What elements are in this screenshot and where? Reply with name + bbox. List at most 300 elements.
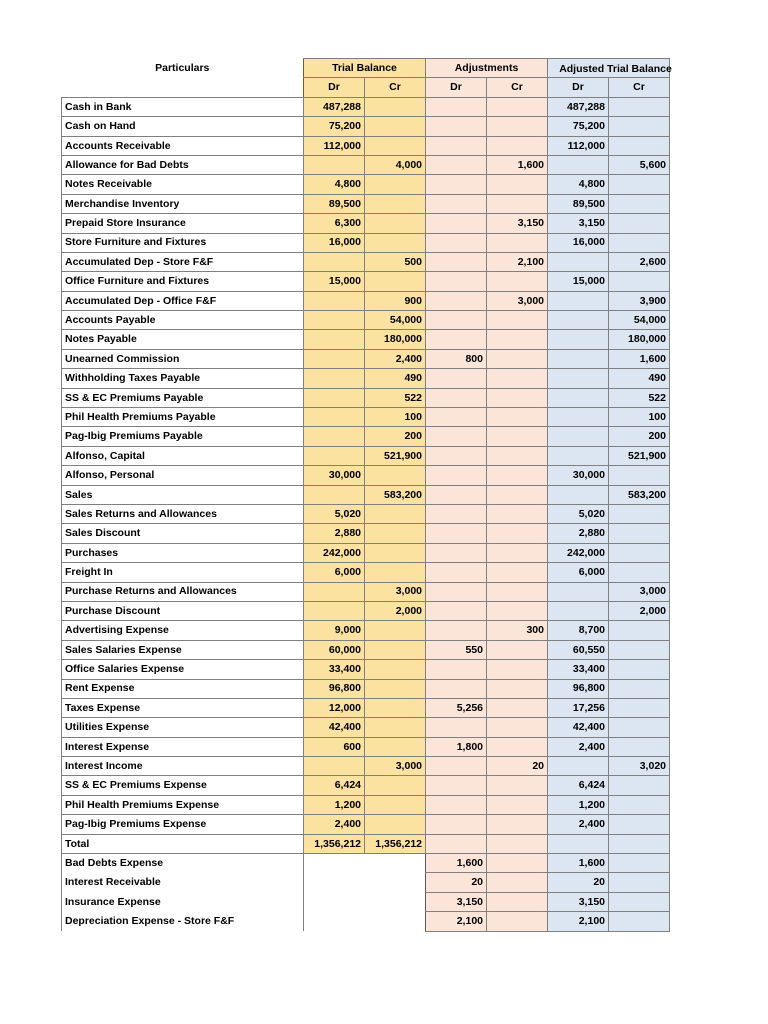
tb-credit-cell: 2,000 [365, 601, 426, 620]
atb-debit-cell [548, 369, 609, 388]
adj-credit-cell [487, 912, 548, 931]
tb-debit-cell: 30,000 [304, 466, 365, 485]
tb-debit-cell [304, 252, 365, 271]
table-row [62, 795, 670, 814]
tb-credit-cell [365, 466, 426, 485]
adj-credit-cell [487, 679, 548, 698]
atb-credit-cell [609, 97, 670, 116]
tb-credit-cell [365, 621, 426, 640]
adj-debit-cell [426, 194, 487, 213]
atb-credit-cell: 200 [609, 427, 670, 446]
atb-credit-cell: 3,000 [609, 582, 670, 601]
tb-credit-cell [365, 912, 426, 931]
adj-credit-cell [487, 776, 548, 795]
adj-debit-cell [426, 621, 487, 640]
table-row [62, 466, 670, 485]
tb-credit-cell: 522 [365, 388, 426, 407]
adj-debit-cell [426, 679, 487, 698]
account-label: Taxes Expense [62, 698, 304, 717]
tb-credit-cell: 3,000 [365, 582, 426, 601]
atb-credit-cell [609, 776, 670, 795]
adj-credit-cell [487, 97, 548, 116]
atb-credit-cell [609, 117, 670, 136]
table-row [62, 757, 670, 776]
atb-debit-cell: 487,288 [548, 97, 609, 116]
atb-debit-cell [548, 311, 609, 330]
table-row [62, 155, 670, 174]
account-label: Accumulated Dep - Store F&F [62, 252, 304, 271]
atb-credit-cell: 3,900 [609, 291, 670, 310]
adj-debit-cell: 1,600 [426, 854, 487, 873]
tb-debit-cell [304, 408, 365, 427]
table-row [62, 660, 670, 679]
tb-debit-cell [304, 330, 365, 349]
tb-credit-cell [365, 136, 426, 155]
tb-credit-cell [365, 97, 426, 116]
adj-debit-cell [426, 543, 487, 562]
tb-debit-cell: 6,000 [304, 563, 365, 582]
table-row [62, 698, 670, 717]
tb-debit-cell: 12,000 [304, 698, 365, 717]
tb-debit-cell [304, 446, 365, 465]
atb-debit-cell: 3,150 [548, 214, 609, 233]
tb-debit-cell [304, 369, 365, 388]
tb-credit-cell [365, 795, 426, 814]
atb-debit-cell [548, 834, 609, 853]
adj-debit-cell [426, 175, 487, 194]
account-label: Purchase Returns and Allowances [62, 582, 304, 601]
account-label: Purchase Discount [62, 601, 304, 620]
table-row [62, 136, 670, 155]
adj-debit-cell [426, 582, 487, 601]
tb-debit-cell: 16,000 [304, 233, 365, 252]
atb-debit-cell [548, 252, 609, 271]
tb-debit-cell: 242,000 [304, 543, 365, 562]
tb-credit-cell: 3,000 [365, 757, 426, 776]
adj-debit-cell [426, 388, 487, 407]
atb-debit-cell: 1,600 [548, 854, 609, 873]
tb-debit-cell: 6,424 [304, 776, 365, 795]
table-row [62, 252, 670, 271]
adj-debit-cell [426, 117, 487, 136]
table-row [62, 815, 670, 834]
adj-debit-cell [426, 834, 487, 853]
account-label: Alfonso, Personal [62, 466, 304, 485]
tb-credit-cell: 200 [365, 427, 426, 446]
account-label: Unearned Commission [62, 349, 304, 368]
tb-credit-cell [365, 214, 426, 233]
atb-credit-cell [609, 912, 670, 931]
tb-credit-cell [365, 679, 426, 698]
adj-credit-cell [487, 834, 548, 853]
tb-debit-cell: 1,356,212 [304, 834, 365, 853]
tb-debit-cell: 33,400 [304, 660, 365, 679]
adj-debit-cell [426, 504, 487, 523]
atb-debit-cell: 2,100 [548, 912, 609, 931]
adj-debit-cell: 20 [426, 873, 487, 892]
table-row [62, 408, 670, 427]
adj-credit-cell: 20 [487, 757, 548, 776]
tb-debit-cell [304, 854, 365, 873]
account-label: Store Furniture and Fixtures [62, 233, 304, 252]
atb-debit-cell: 20 [548, 873, 609, 892]
atb-debit-cell [548, 446, 609, 465]
adj-debit-cell [426, 291, 487, 310]
account-label: Sales [62, 485, 304, 504]
adj-credit-cell [487, 349, 548, 368]
tb-credit-cell [365, 718, 426, 737]
account-label: Purchases [62, 543, 304, 562]
sub-header-row [62, 78, 670, 97]
adj-debit-cell [426, 311, 487, 330]
account-label: Cash in Bank [62, 97, 304, 116]
atb-debit-cell: 96,800 [548, 679, 609, 698]
account-label: Office Salaries Expense [62, 660, 304, 679]
account-label: Notes Payable [62, 330, 304, 349]
table-row [62, 563, 670, 582]
sub-header-adj-dr: Dr [426, 78, 487, 97]
account-label: Phil Health Premiums Expense [62, 795, 304, 814]
adj-debit-cell [426, 757, 487, 776]
table-row [62, 97, 670, 116]
tb-debit-cell: 600 [304, 737, 365, 756]
account-label: Accounts Receivable [62, 136, 304, 155]
tb-credit-cell: 583,200 [365, 485, 426, 504]
adj-debit-cell [426, 660, 487, 679]
adj-debit-cell [426, 369, 487, 388]
tb-credit-cell [365, 737, 426, 756]
table-row [62, 582, 670, 601]
tb-credit-cell: 1,356,212 [365, 834, 426, 853]
atb-debit-cell [548, 291, 609, 310]
atb-credit-cell [609, 834, 670, 853]
adj-credit-cell: 1,600 [487, 155, 548, 174]
atb-credit-cell [609, 698, 670, 717]
adj-debit-cell [426, 233, 487, 252]
atb-debit-cell: 42,400 [548, 718, 609, 737]
account-label: Sales Salaries Expense [62, 640, 304, 659]
adj-credit-cell [487, 601, 548, 620]
table-row [62, 776, 670, 795]
atb-debit-cell: 3,150 [548, 892, 609, 911]
tb-credit-cell: 900 [365, 291, 426, 310]
atb-debit-cell: 75,200 [548, 117, 609, 136]
tb-credit-cell: 100 [365, 408, 426, 427]
sub-header-atb-dr: Dr [548, 78, 609, 97]
tb-debit-cell [304, 873, 365, 892]
atb-credit-cell [609, 214, 670, 233]
atb-credit-cell [609, 892, 670, 911]
atb-credit-cell: 521,900 [609, 446, 670, 465]
tb-debit-cell [304, 757, 365, 776]
atb-debit-cell [548, 601, 609, 620]
account-label: Withholding Taxes Payable [62, 369, 304, 388]
adj-debit-cell [426, 718, 487, 737]
account-label: Advertising Expense [62, 621, 304, 640]
adj-credit-cell [487, 524, 548, 543]
tb-credit-cell [365, 815, 426, 834]
atb-credit-cell [609, 466, 670, 485]
adj-credit-cell [487, 446, 548, 465]
atb-credit-cell [609, 795, 670, 814]
account-label: Interest Expense [62, 737, 304, 756]
tb-credit-cell [365, 524, 426, 543]
atb-debit-cell [548, 349, 609, 368]
atb-credit-cell [609, 621, 670, 640]
account-label: Cash on Hand [62, 117, 304, 136]
account-label: Alfonso, Capital [62, 446, 304, 465]
adj-debit-cell: 2,100 [426, 912, 487, 931]
tb-debit-cell: 75,200 [304, 117, 365, 136]
adj-debit-cell [426, 155, 487, 174]
atb-credit-cell: 490 [609, 369, 670, 388]
atb-debit-cell [548, 485, 609, 504]
table-row [62, 524, 670, 543]
tb-credit-cell [365, 233, 426, 252]
adj-credit-cell [487, 117, 548, 136]
tb-credit-cell: 54,000 [365, 311, 426, 330]
atb-debit-cell: 16,000 [548, 233, 609, 252]
table-row [62, 272, 670, 291]
adj-debit-cell: 550 [426, 640, 487, 659]
adj-debit-cell [426, 485, 487, 504]
adj-debit-cell [426, 136, 487, 155]
tb-credit-cell: 521,900 [365, 446, 426, 465]
sub-header-adj-cr: Cr [487, 78, 548, 97]
tb-debit-cell: 6,300 [304, 214, 365, 233]
table-row [62, 718, 670, 737]
tb-debit-cell [304, 427, 365, 446]
atb-credit-cell [609, 272, 670, 291]
tb-credit-cell [365, 543, 426, 562]
table-row [62, 388, 670, 407]
tb-credit-cell [365, 272, 426, 291]
table-row [62, 504, 670, 523]
table-row [62, 369, 670, 388]
adj-credit-cell [487, 543, 548, 562]
adj-debit-cell [426, 776, 487, 795]
adj-credit-cell [487, 427, 548, 446]
adj-debit-cell [426, 563, 487, 582]
adj-credit-cell [487, 504, 548, 523]
adj-credit-cell [487, 563, 548, 582]
adj-credit-cell [487, 660, 548, 679]
table-row [62, 485, 670, 504]
adj-credit-cell [487, 272, 548, 291]
atb-debit-cell: 4,800 [548, 175, 609, 194]
table-row-post-total [62, 854, 670, 873]
adj-debit-cell [426, 214, 487, 233]
table-row-post-total [62, 912, 670, 931]
table-row [62, 621, 670, 640]
atb-credit-cell: 54,000 [609, 311, 670, 330]
atb-debit-cell: 2,400 [548, 815, 609, 834]
account-label: Interest Income [62, 757, 304, 776]
adj-debit-cell [426, 252, 487, 271]
adj-credit-cell [487, 854, 548, 873]
adj-credit-cell [487, 698, 548, 717]
adj-credit-cell: 300 [487, 621, 548, 640]
atb-credit-cell [609, 524, 670, 543]
adj-credit-cell [487, 873, 548, 892]
atb-credit-cell [609, 737, 670, 756]
table-row [62, 311, 670, 330]
atb-debit-cell: 89,500 [548, 194, 609, 213]
adj-credit-cell [487, 408, 548, 427]
tb-debit-cell: 4,800 [304, 175, 365, 194]
atb-credit-cell [609, 815, 670, 834]
atb-debit-cell: 17,256 [548, 698, 609, 717]
atb-credit-cell [609, 718, 670, 737]
tb-credit-cell [365, 175, 426, 194]
tb-credit-cell [365, 892, 426, 911]
account-label: SS & EC Premiums Payable [62, 388, 304, 407]
atb-debit-cell [548, 408, 609, 427]
tb-debit-cell: 5,020 [304, 504, 365, 523]
adj-debit-cell: 3,150 [426, 892, 487, 911]
atb-credit-cell [609, 233, 670, 252]
atb-debit-cell [548, 427, 609, 446]
adj-credit-cell [487, 815, 548, 834]
atb-debit-cell: 8,700 [548, 621, 609, 640]
tb-debit-cell [304, 601, 365, 620]
atb-credit-cell [609, 563, 670, 582]
adj-credit-cell: 3,150 [487, 214, 548, 233]
account-label: Freight In [62, 563, 304, 582]
atb-debit-cell: 30,000 [548, 466, 609, 485]
tb-debit-cell [304, 912, 365, 931]
adj-debit-cell [426, 795, 487, 814]
table-row [62, 233, 670, 252]
adj-debit-cell: 800 [426, 349, 487, 368]
tb-debit-cell [304, 349, 365, 368]
atb-credit-cell [609, 854, 670, 873]
account-label: Depreciation Expense - Store F&F [62, 912, 304, 931]
tb-credit-cell [365, 117, 426, 136]
adj-credit-cell [487, 892, 548, 911]
atb-debit-cell: 15,000 [548, 272, 609, 291]
tb-debit-cell: 89,500 [304, 194, 365, 213]
tb-debit-cell: 112,000 [304, 136, 365, 155]
adj-debit-cell: 5,256 [426, 698, 487, 717]
table-row [62, 601, 670, 620]
atb-credit-cell [609, 194, 670, 213]
adj-debit-cell [426, 601, 487, 620]
account-label: Office Furniture and Fixtures [62, 272, 304, 291]
adj-credit-cell [487, 330, 548, 349]
atb-credit-cell: 100 [609, 408, 670, 427]
account-label: Phil Health Premiums Payable [62, 408, 304, 427]
adj-debit-cell [426, 330, 487, 349]
account-label: Rent Expense [62, 679, 304, 698]
account-label: Utilities Expense [62, 718, 304, 737]
table-row-total [62, 834, 670, 853]
table-row [62, 349, 670, 368]
table-row [62, 214, 670, 233]
atb-credit-cell: 2,000 [609, 601, 670, 620]
account-label: Sales Returns and Allowances [62, 504, 304, 523]
account-label: Pag-Ibig Premiums Expense [62, 815, 304, 834]
table-header [62, 59, 670, 98]
tb-credit-cell [365, 194, 426, 213]
table-row [62, 543, 670, 562]
tb-debit-cell: 15,000 [304, 272, 365, 291]
tb-debit-cell: 1,200 [304, 795, 365, 814]
atb-debit-cell: 60,550 [548, 640, 609, 659]
sub-header-tb-cr: Cr [365, 78, 426, 97]
atb-debit-cell [548, 582, 609, 601]
table-body [62, 97, 670, 931]
tb-credit-cell [365, 854, 426, 873]
atb-credit-cell: 583,200 [609, 485, 670, 504]
sub-header-particulars-spacer [62, 78, 304, 97]
tb-credit-cell: 2,400 [365, 349, 426, 368]
atb-debit-cell: 6,424 [548, 776, 609, 795]
atb-credit-cell: 1,600 [609, 349, 670, 368]
table-row [62, 117, 670, 136]
atb-credit-cell: 2,600 [609, 252, 670, 271]
accounting-worksheet-table [61, 58, 670, 932]
table-row [62, 679, 670, 698]
account-label: Accumulated Dep - Office F&F [62, 291, 304, 310]
tb-credit-cell: 500 [365, 252, 426, 271]
tb-debit-cell: 2,400 [304, 815, 365, 834]
adj-debit-cell [426, 427, 487, 446]
adj-debit-cell [426, 272, 487, 291]
account-label: Interest Receivable [62, 873, 304, 892]
adj-credit-cell [487, 233, 548, 252]
atb-credit-cell: 180,000 [609, 330, 670, 349]
table-row [62, 330, 670, 349]
tb-credit-cell [365, 504, 426, 523]
tb-debit-cell: 96,800 [304, 679, 365, 698]
tb-debit-cell: 60,000 [304, 640, 365, 659]
sub-header-tb-dr: Dr [304, 78, 365, 97]
particulars-header: Particulars [155, 61, 210, 74]
tb-credit-cell: 490 [365, 369, 426, 388]
tb-credit-cell [365, 640, 426, 659]
tb-credit-cell [365, 776, 426, 795]
table-row [62, 291, 670, 310]
atb-debit-cell [548, 330, 609, 349]
account-label: Notes Receivable [62, 175, 304, 194]
adj-credit-cell [487, 466, 548, 485]
tb-debit-cell [304, 291, 365, 310]
tb-debit-cell: 42,400 [304, 718, 365, 737]
tb-credit-cell [365, 563, 426, 582]
atb-debit-cell [548, 757, 609, 776]
adj-credit-cell [487, 485, 548, 504]
account-label: Allowance for Bad Debts [62, 155, 304, 174]
adj-debit-cell [426, 524, 487, 543]
table-row [62, 640, 670, 659]
account-label: Prepaid Store Insurance [62, 214, 304, 233]
account-label: Merchandise Inventory [62, 194, 304, 213]
adj-debit-cell [426, 466, 487, 485]
tb-credit-cell [365, 660, 426, 679]
adj-debit-cell: 1,800 [426, 737, 487, 756]
atb-debit-cell: 2,880 [548, 524, 609, 543]
tb-debit-cell: 487,288 [304, 97, 365, 116]
tb-credit-cell [365, 698, 426, 717]
tb-debit-cell [304, 155, 365, 174]
atb-debit-cell: 2,400 [548, 737, 609, 756]
atb-credit-cell: 3,020 [609, 757, 670, 776]
group-header-adjusted-trial-balance-label: Adjusted Trial Balance [559, 63, 672, 75]
adj-debit-cell [426, 446, 487, 465]
sub-header-atb-cr: Cr [609, 78, 670, 97]
tb-debit-cell [304, 892, 365, 911]
